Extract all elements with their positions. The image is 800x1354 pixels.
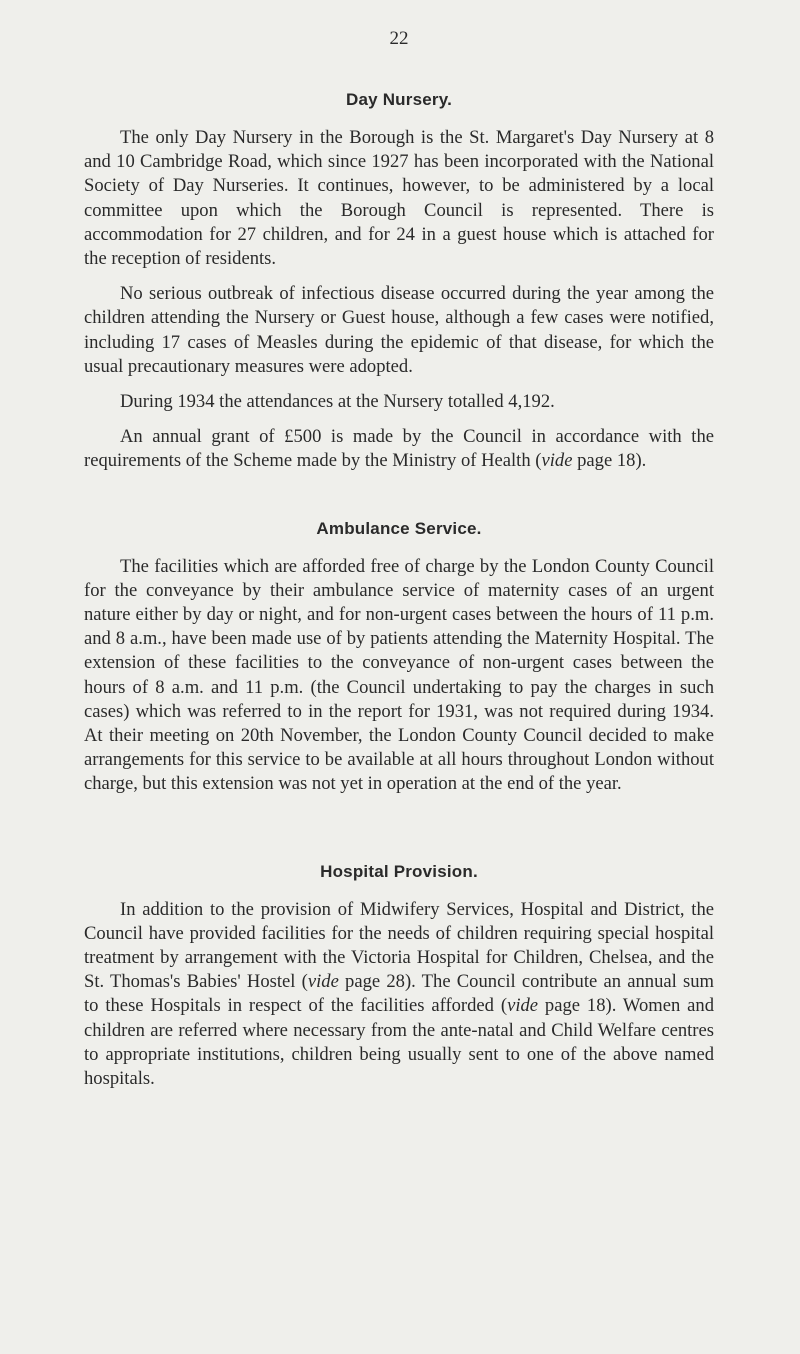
section-heading: Day Nursery. <box>345 90 453 109</box>
section-hospital-provision <box>84 862 714 1092</box>
page-number: 22 <box>389 28 409 49</box>
text-run: In addition to the provision of Midwifery Services, Hospital and District, the Council have provided facilities for the needs of children requiring special hospital treatment by arrangement with the Victoria Hospital for Children, Chelsea, and the St. Thomas's Babies' Hostel ( <box>84 898 714 993</box>
section-heading: Hospital Provision. <box>320 861 478 881</box>
section-ambulance-service <box>84 519 714 797</box>
italic-text: vide <box>507 995 539 1017</box>
paragraph: The facilities which are afforded free of charge by the London County Council for the conveyance by their ambulance service of maternity cases of an urgent nature either by day or night, and for non-urgent cases between the hours of 11 p.m. and 8 a.m., have been made use of by patients attending the Maternity Hospital. The extension of these facilities to the conveyance of non-urgent cases between the hours of 8 a.m. and 11 p.m. (the Council undertaking to pay the charges in such cases) which was referred to in the report for 1931, was not required during 1934. At their meeting on 20th November, the London County Council decided to make arrangements for this service to be available at all hours throughout London without charge, but this extension was not yet in operation at the end of the year. <box>84 555 714 795</box>
text-run: page 18). Women and children are referred where necessary from the ante-natal and Child Welfare centres to appropriate institutions, children being usually sent to one of the above named hospitals. <box>84 995 714 1090</box>
paragraph: The only Day Nursery in the Borough is the St. Margaret's Day Nursery at 8 and 10 Cambridge Road, which since 1927 has been incorporated with the National Society of Day Nurseries. It continues, however, to be administered by a local committee upon which the Borough Council is represented. There is accommodation for 27 children, and for 24 in a guest house which is attached for the reception of residents. <box>84 127 714 270</box>
text-run: An annual grant of £500 is made by the Council in accordance with the requirements of the Scheme made by the Ministry of Health ( <box>84 426 714 472</box>
italic-text: vide <box>307 971 339 993</box>
document-page <box>84 28 714 1102</box>
paragraph <box>84 425 714 473</box>
section-day-nursery <box>84 90 714 474</box>
paragraph: No serious outbreak of infectious disease occurred during the year among the children attending the Nursery or Guest house, although a few cases were notified, including 17 cases of Measles during the epidemic of that disease, for which the usual precautionary measures were adopted. <box>84 283 714 377</box>
paragraph <box>84 898 714 1092</box>
text-run: page 18). <box>572 450 647 472</box>
italic-text: vide <box>541 450 573 472</box>
paragraph: During 1934 the attendances at the Nursery totalled 4,192. <box>120 391 555 413</box>
text-run: page 28). The Council contribute an annual sum to these Hospitals in respect of the facilities afforded ( <box>84 971 714 1017</box>
section-heading: Ambulance Service. <box>316 518 482 538</box>
